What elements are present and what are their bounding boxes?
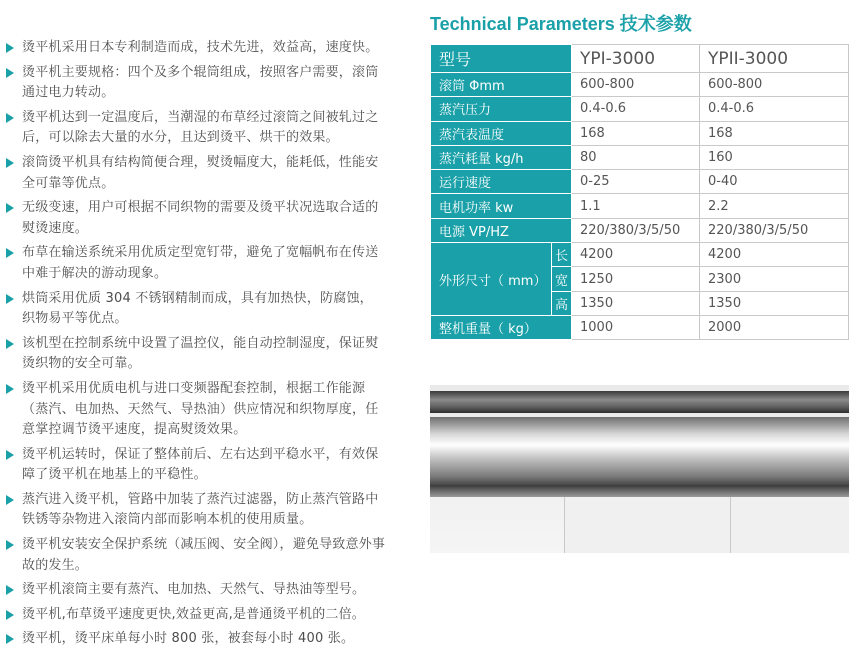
machine-panel xyxy=(564,497,731,553)
row-value-1: 1350 xyxy=(572,291,700,315)
feature-text: 烫平机，烫平床单每小时 800 张，被套每小时 400 张。 xyxy=(22,631,355,647)
row-value-1: 1.1 xyxy=(572,194,700,218)
feature-item xyxy=(6,63,386,104)
table-row xyxy=(431,145,849,169)
row-label: 电源 VP/HZ xyxy=(431,218,572,242)
feature-item xyxy=(6,198,386,239)
machine-photo xyxy=(430,385,849,553)
row-value-2: 0.4-0.6 xyxy=(700,97,849,121)
triangle-bullet-icon xyxy=(6,113,14,123)
feature-text: 烫平机运转时，保证了整体前后、左右达到平稳水平，有效保障了烫平机在地基上的平稳性。 xyxy=(22,446,379,483)
dimensions-label: 外形尺寸（ mm） xyxy=(431,243,552,316)
row-label: 运行速度 xyxy=(431,170,572,194)
roller-main xyxy=(430,417,849,487)
row-label: 整机重量（ kg） xyxy=(431,315,572,339)
dimension-sub-label: 长 xyxy=(552,243,572,267)
parameters-table xyxy=(430,44,849,340)
row-label: 蒸汽压力 xyxy=(431,97,572,121)
feature-item xyxy=(6,445,386,486)
feature-item xyxy=(6,490,386,531)
feature-text: 蒸汽进入烫平机，管路中加装了蒸汽过滤器，防止蒸汽管路中铁锈等杂物进入滚筒内部而影响本机的使用质量。 xyxy=(22,491,379,528)
feature-list xyxy=(6,38,386,654)
row-value-2: 0-40 xyxy=(700,170,849,194)
feature-text: 无级变速，用户可根据不同织物的需要及烫平状况选取合适的熨烫速度。 xyxy=(22,200,379,236)
row-value-2: 160 xyxy=(700,145,849,169)
table-row xyxy=(431,121,849,145)
feature-item xyxy=(6,629,386,650)
triangle-bullet-icon xyxy=(6,634,14,644)
row-value-2: 1350 xyxy=(700,291,849,315)
feature-text: 布草在输送系统采用优质定型宽钉带，避免了宽幅帆布在传送中难于解决的游动现象。 xyxy=(22,245,379,281)
feature-item xyxy=(6,605,386,626)
row-value-1: 4200 xyxy=(572,243,700,267)
row-label: 电机功率 kw xyxy=(431,194,572,218)
row-value-1: 220/380/3/5/50 xyxy=(572,218,700,242)
feature-text: 烫平机安装安全保护系统（减压阀、安全阀），避免导致意外事故的发生。 xyxy=(22,537,386,573)
row-label: 蒸汽表温度 xyxy=(431,121,572,145)
row-value-2: 220/380/3/5/50 xyxy=(700,218,849,242)
row-label: 滚筒 Φmm xyxy=(431,73,572,97)
header-label: 型号 xyxy=(431,45,572,73)
table-row xyxy=(431,218,849,242)
table-row xyxy=(431,73,849,97)
feature-text: 滚筒烫平机具有结构简便合理，熨烫幅度大，能耗低，性能安全可靠等优点。 xyxy=(22,154,379,191)
feature-text: 烫平机达到一定温度后，当潮湿的布草经过滚筒之间被轧过之后，可以除去大量的水分，且达到烫平、烘干的效果。 xyxy=(22,109,379,146)
feature-item xyxy=(6,334,386,375)
row-value-1: 0.4-0.6 xyxy=(572,97,700,121)
feature-text: 烫平机滚筒主要有蒸汽、电加热、天然气、导热油等型号。 xyxy=(22,582,366,598)
feature-text: 烫平机采用优质电机与进口变频器配套控制，根据工作能源（蒸汽、电加热、天然气、导热油）供应情况和织物厚度，任意掌控调节烫平速度，提高熨烫效果。 xyxy=(22,380,379,438)
triangle-bullet-icon xyxy=(6,294,14,304)
table-row xyxy=(431,194,849,218)
feature-item xyxy=(6,38,386,59)
triangle-bullet-icon xyxy=(6,610,14,620)
roller-shadow xyxy=(430,485,849,497)
triangle-bullet-icon xyxy=(6,68,14,78)
row-value-1: 0-25 xyxy=(572,170,700,194)
feature-item xyxy=(6,243,386,284)
feature-text: 该机型在控制系统中设置了温控仪，能自动控制湿度，保证熨烫织物的安全可靠。 xyxy=(22,335,379,372)
triangle-bullet-icon xyxy=(6,203,14,213)
model-1: YPI-3000 xyxy=(572,45,700,73)
feature-text: 烫平机采用日本专利制造而成，技术先进，效益高，速度快。 xyxy=(22,40,379,55)
row-value-2: 2.2 xyxy=(700,194,849,218)
row-label: 蒸汽耗量 kg/h xyxy=(431,145,572,169)
dimension-sub-label: 高 xyxy=(552,291,572,315)
row-value-1: 80 xyxy=(572,145,700,169)
feature-item xyxy=(6,379,386,441)
row-value-1: 1000 xyxy=(572,315,700,339)
triangle-bullet-icon xyxy=(6,585,14,595)
triangle-bullet-icon xyxy=(6,450,14,460)
row-value-2: 168 xyxy=(700,121,849,145)
triangle-bullet-icon xyxy=(6,339,14,349)
row-value-1: 1250 xyxy=(572,267,700,291)
triangle-bullet-icon xyxy=(6,384,14,394)
model-2: YPII-3000 xyxy=(700,45,849,73)
row-value-1: 600-800 xyxy=(572,73,700,97)
feature-item xyxy=(6,108,386,149)
feature-item xyxy=(6,535,386,576)
feature-item xyxy=(6,153,386,194)
table-row xyxy=(431,315,849,339)
machine-panel xyxy=(730,497,849,553)
dimension-sub-label: 宽 xyxy=(552,267,572,291)
table-header-row xyxy=(431,45,849,73)
roller-top xyxy=(430,391,849,413)
triangle-bullet-icon xyxy=(6,43,14,53)
triangle-bullet-icon xyxy=(6,158,14,168)
feature-item xyxy=(6,580,386,601)
table-row xyxy=(431,97,849,121)
feature-item xyxy=(6,289,386,330)
triangle-bullet-icon xyxy=(6,540,14,550)
table-row xyxy=(431,243,849,267)
row-value-1: 168 xyxy=(572,121,700,145)
row-value-2: 600-800 xyxy=(700,73,849,97)
feature-text: 烘筒采用优质 304 不锈钢精制而成，具有加热快，防腐蚀，织物易平等优点。 xyxy=(22,290,373,327)
triangle-bullet-icon xyxy=(6,248,14,258)
feature-text: 烫平机,布草烫平速度更快,效益更高,是普通烫平机的二倍。 xyxy=(22,606,365,622)
row-value-2: 2300 xyxy=(700,267,849,291)
row-value-2: 4200 xyxy=(700,243,849,267)
table-row xyxy=(431,170,849,194)
feature-text: 烫平机主要规格：四个及多个辊筒组成，按照客户需要，滚筒通过电力转动。 xyxy=(22,64,379,101)
section-title: Technical Parameters 技术参数 xyxy=(430,14,692,34)
row-value-2: 2000 xyxy=(700,315,849,339)
triangle-bullet-icon xyxy=(6,495,14,505)
